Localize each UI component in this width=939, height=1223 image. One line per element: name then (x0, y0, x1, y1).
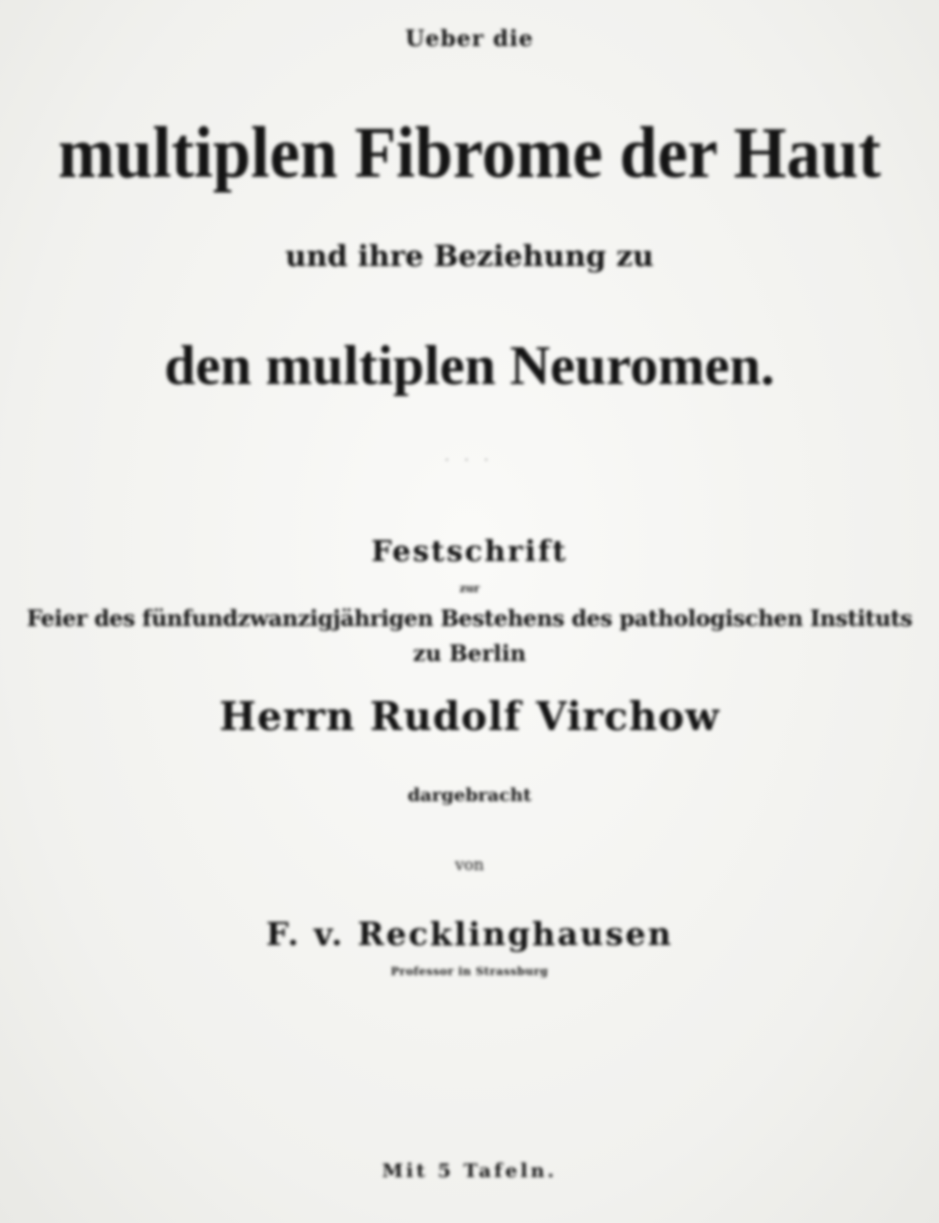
pre-title: Ueber die (405, 26, 534, 52)
plates-note: Mit 5 Tafeln. (381, 1160, 557, 1182)
von-label: von (455, 855, 484, 874)
honoree-name: Herrn Rudolf Virchow (219, 694, 720, 740)
dedicated-label: dargebracht (407, 785, 532, 806)
sub-title: und ihre Beziehung zu (285, 239, 654, 273)
sub-title-2: den multiplen Neuromen. (164, 335, 775, 397)
festschrift-heading: Festschrift (371, 534, 568, 568)
ornament-divider: · · · (444, 453, 495, 467)
zur-label: zur (459, 582, 480, 595)
main-title: multiplen Fibrome der Haut (58, 110, 881, 194)
author-affiliation: Professor in Strassburg (390, 965, 549, 978)
place-text: zu Berlin (412, 641, 527, 667)
occasion-text: Feier des fünfundzwanzigjährigen Bestehens des pathologischen Instituts (26, 606, 913, 632)
author-name: F. v. Recklinghausen (266, 915, 673, 953)
